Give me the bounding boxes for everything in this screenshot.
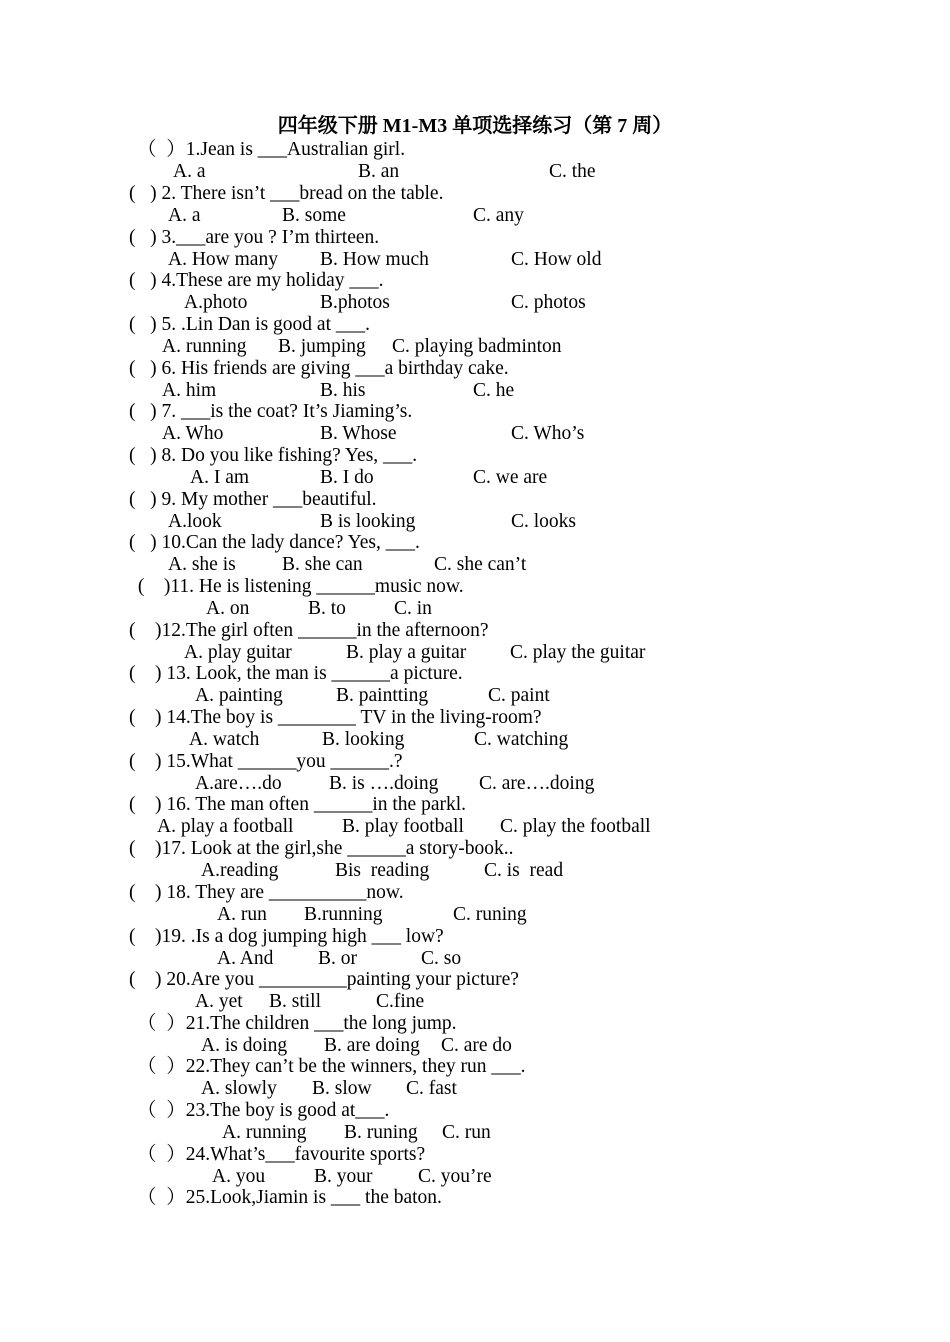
- question-stem-14: ( ) 14.The boy is ________ TV in the living-room?: [129, 707, 542, 728]
- question-2-option-a: A. a: [168, 205, 201, 226]
- question-2-option-c: C. any: [473, 205, 524, 226]
- question-stem-17: ( )17. Look at the girl,she ______a story-book..: [129, 838, 514, 859]
- question-4-option-c: C. photos: [511, 292, 586, 313]
- question-6-option-b: B. his: [320, 380, 366, 401]
- question-3-option-b: B. How much: [320, 249, 429, 270]
- question-19-option-c: C. so: [421, 948, 462, 969]
- question-22-option-c: C. fast: [406, 1078, 457, 1099]
- question-16-option-a: A. play a football: [157, 816, 294, 837]
- question-13-option-b: B. paintting: [336, 685, 429, 706]
- question-3-option-a: A. How many: [168, 249, 278, 270]
- question-stem-2: ( ) 2. There isn’t ___bread on the table.: [129, 183, 444, 204]
- question-stem-8: ( ) 8. Do you like fishing? Yes, ___.: [129, 445, 418, 466]
- question-15-option-a: A.are….do: [195, 773, 282, 794]
- question-18-option-c: C. runing: [453, 904, 527, 925]
- question-12-option-b: B. play a guitar: [346, 642, 467, 663]
- question-8-option-c: C. we are: [473, 467, 548, 488]
- question-8-option-a: A. I am: [190, 467, 250, 488]
- question-21-option-a: A. is doing: [201, 1035, 288, 1056]
- question-stem-5: ( ) 5. .Lin Dan is good at ___.: [129, 314, 371, 335]
- question-stem-10: ( ) 10.Can the lady dance? Yes, ___.: [129, 532, 420, 553]
- question-11-option-b: B. to: [308, 598, 346, 619]
- question-13-option-a: A. painting: [195, 685, 283, 706]
- question-stem-23: （ ）23.The boy is good at___.: [137, 1100, 390, 1121]
- question-24-option-b: B. your: [314, 1166, 373, 1187]
- question-stem-22: （ ）22.They can’t be the winners, they run ___.: [137, 1056, 526, 1077]
- question-17-option-b: Bis reading: [335, 860, 430, 881]
- question-18-option-a: A. run: [217, 904, 267, 925]
- question-stem-19: ( )19. .Is a dog jumping high ___ low?: [129, 926, 444, 947]
- question-21-option-c: C. are do: [441, 1035, 512, 1056]
- question-23-option-b: B. runing: [344, 1122, 418, 1143]
- question-14-option-a: A. watch: [189, 729, 260, 750]
- question-17-option-a: A.reading: [201, 860, 279, 881]
- question-15-option-c: C. are….doing: [479, 773, 595, 794]
- question-stem-24: （ ）24.What’s___favourite sports?: [137, 1144, 426, 1165]
- question-24-option-a: A. you: [212, 1166, 266, 1187]
- question-stem-18: ( ) 18. They are __________now.: [129, 882, 404, 903]
- question-11-option-c: C. in: [394, 598, 432, 619]
- question-10-option-a: A. she is: [168, 554, 236, 575]
- question-5-option-c: C. playing badminton: [392, 336, 562, 357]
- question-21-option-b: B. are doing: [324, 1035, 420, 1056]
- question-stem-16: ( ) 16. The man often ______in the parkl.: [129, 794, 467, 815]
- question-stem-3: ( ) 3.___are you ? I’m thirteen.: [129, 227, 380, 248]
- question-23-option-c: C. run: [442, 1122, 491, 1143]
- question-20-option-a: A. yet: [195, 991, 243, 1012]
- question-9-option-c: C. looks: [511, 511, 577, 532]
- question-stem-12: ( )12.The girl often ______in the afternoon?: [129, 620, 489, 641]
- question-5-option-b: B. jumping: [278, 336, 366, 357]
- question-12-option-c: C. play the guitar: [510, 642, 646, 663]
- question-8-option-b: B. I do: [320, 467, 374, 488]
- question-14-option-c: C. watching: [474, 729, 569, 750]
- question-16-option-c: C. play the football: [500, 816, 651, 837]
- question-4-option-b: B.photos: [320, 292, 390, 313]
- question-7-option-c: C. Who’s: [511, 423, 585, 444]
- question-2-option-b: B. some: [282, 205, 346, 226]
- question-15-option-b: B. is ….doing: [329, 773, 439, 794]
- question-16-option-b: B. play football: [342, 816, 464, 837]
- worksheet-title: 四年级下册 M1-M3 单项选择练习（第 7 周）: [277, 115, 673, 137]
- question-4-option-a: A.photo: [184, 292, 248, 313]
- question-stem-20: ( ) 20.Are you _________painting your picture?: [129, 969, 519, 990]
- question-1-option-a: A. a: [173, 161, 206, 182]
- question-stem-15: ( ) 15.What ______you ______.?: [129, 751, 403, 772]
- question-20-option-b: B. still: [269, 991, 322, 1012]
- question-20-option-c: C.fine: [376, 991, 425, 1012]
- question-22-option-b: B. slow: [312, 1078, 372, 1099]
- question-1-option-c: C. the: [549, 161, 596, 182]
- question-23-option-a: A. running: [222, 1122, 307, 1143]
- question-10-option-b: B. she can: [282, 554, 363, 575]
- question-stem-9: ( ) 9. My mother ___beautiful.: [129, 489, 377, 510]
- question-13-option-c: C. paint: [488, 685, 550, 706]
- question-24-option-c: C. you’re: [418, 1166, 492, 1187]
- question-11-option-a: A. on: [206, 598, 250, 619]
- question-10-option-c: C. she can’t: [434, 554, 527, 575]
- question-5-option-a: A. running: [162, 336, 247, 357]
- question-9-option-a: A.look: [168, 511, 222, 532]
- question-14-option-b: B. looking: [322, 729, 405, 750]
- question-19-option-b: B. or: [318, 948, 357, 969]
- question-7-option-b: B. Whose: [320, 423, 397, 444]
- question-stem-11: ( )11. He is listening ______music now.: [133, 576, 464, 597]
- question-stem-21: （ ）21.The children ___the long jump.: [137, 1013, 457, 1034]
- question-stem-1: （ ）1.Jean is ___Australian girl.: [137, 139, 406, 160]
- question-19-option-a: A. And: [217, 948, 274, 969]
- question-17-option-c: C. is read: [484, 860, 564, 881]
- question-stem-25: （ ）25.Look,Jiamin is ___ the baton.: [137, 1187, 442, 1208]
- question-stem-7: ( ) 7. ___is the coat? It’s Jiaming’s.: [129, 401, 413, 422]
- question-12-option-a: A. play guitar: [184, 642, 292, 663]
- question-7-option-a: A. Who: [162, 423, 224, 444]
- question-9-option-b: B is looking: [320, 511, 416, 532]
- question-stem-4: ( ) 4.These are my holiday ___.: [129, 270, 384, 291]
- question-18-option-b: B.running: [304, 904, 383, 925]
- question-6-option-c: C. he: [473, 380, 515, 401]
- question-6-option-a: A. him: [162, 380, 217, 401]
- question-1-option-b: B. an: [358, 161, 400, 182]
- question-3-option-c: C. How old: [511, 249, 602, 270]
- question-stem-6: ( ) 6. His friends are giving ___a birthday cake.: [129, 358, 509, 379]
- question-22-option-a: A. slowly: [201, 1078, 277, 1099]
- question-stem-13: ( ) 13. Look, the man is ______a picture.: [129, 663, 463, 684]
